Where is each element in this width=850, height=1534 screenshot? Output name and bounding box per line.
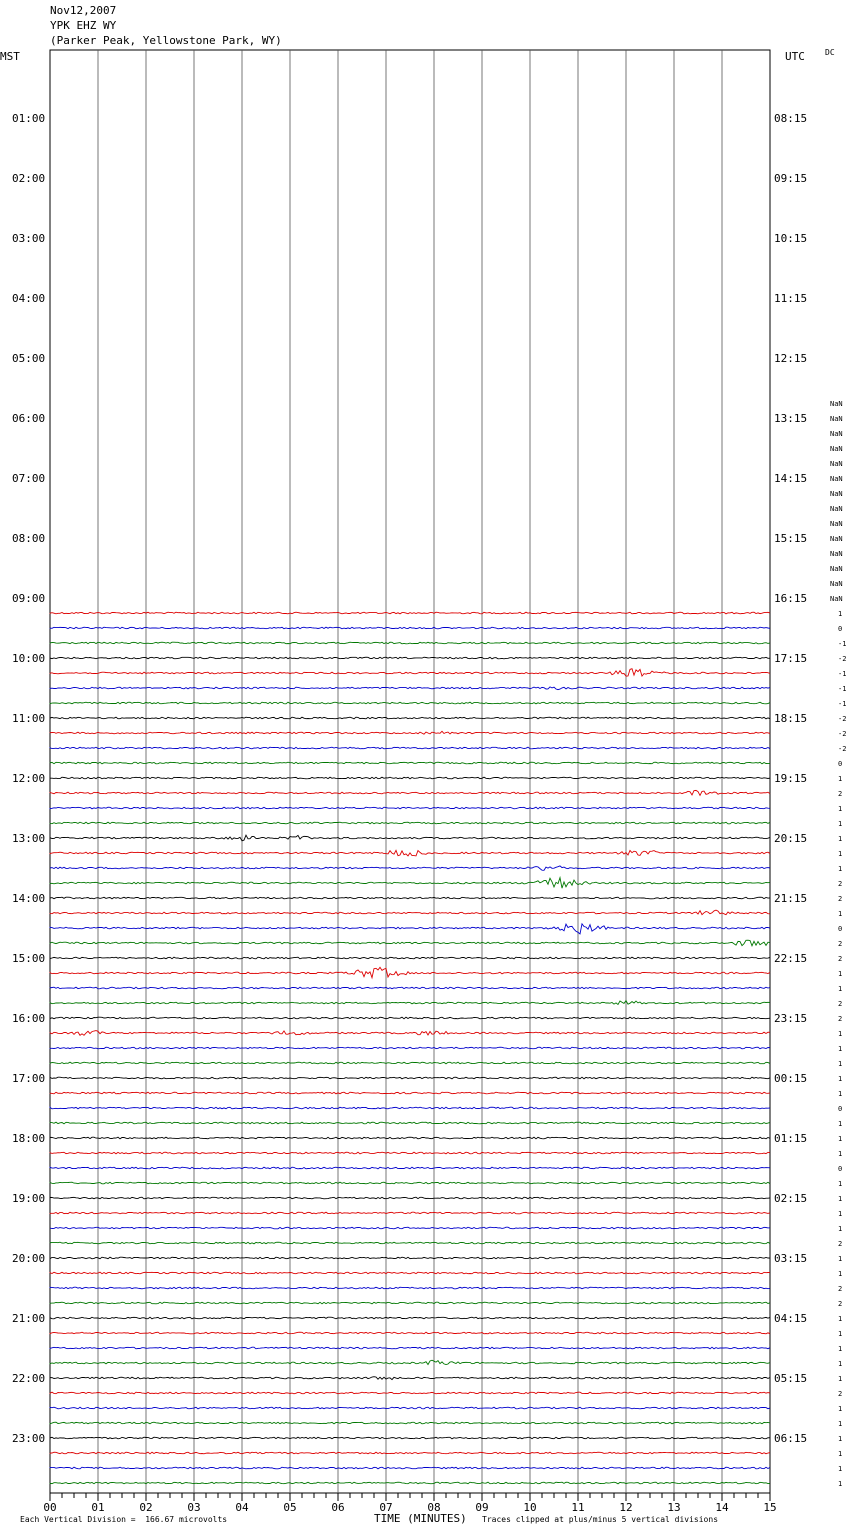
utc-hour-label: 01:15 <box>774 1132 808 1145</box>
dc-offset-label: 1 <box>838 1195 843 1203</box>
x-tick-label: 06 <box>331 1501 345 1514</box>
mst-hour-label: 17:00 <box>12 1072 46 1085</box>
dc-offset-label: 2 <box>838 1285 843 1293</box>
mst-hour-label: 13:00 <box>12 832 46 845</box>
trace-line <box>50 866 770 870</box>
trace-line <box>50 940 770 946</box>
trace-line <box>50 1392 770 1394</box>
dc-offset-label: 0 <box>838 1105 843 1113</box>
mst-hour-label: 14:00 <box>12 892 46 905</box>
dc-offset-label: 2 <box>838 880 843 888</box>
dc-offset-label: 2 <box>838 895 843 903</box>
header-date: Nov12,2007 <box>50 4 117 17</box>
trace-line <box>50 747 770 749</box>
trace-line <box>50 1377 770 1380</box>
trace-line <box>50 1212 770 1214</box>
dc-offset-label: -1 <box>838 685 847 693</box>
dc-offset-label: 1 <box>838 1090 843 1098</box>
trace-line <box>50 835 770 841</box>
trace-line <box>50 1257 770 1259</box>
utc-hour-label: 14:15 <box>774 472 808 485</box>
dc-offset-label: -1 <box>838 670 847 678</box>
trace-line <box>50 702 770 704</box>
utc-hour-label: 05:15 <box>774 1372 808 1385</box>
scale-note: Each Vertical Division = 166.67 microvolts <box>20 1515 228 1524</box>
dc-offset-label: 1 <box>838 1135 843 1143</box>
dc-offset-label: 1 <box>838 1075 843 1083</box>
mst-hour-label: 21:00 <box>12 1312 46 1325</box>
trace-line <box>50 1332 770 1334</box>
dc-offset-label: 1 <box>838 1435 843 1443</box>
dc-nan-label: NaN <box>830 445 843 453</box>
x-tick-label: 05 <box>283 1501 297 1514</box>
trace-line <box>50 1287 770 1289</box>
dc-nan-label: NaN <box>830 520 843 528</box>
mst-hour-label: 22:00 <box>12 1372 46 1385</box>
trace-line <box>50 762 770 764</box>
mst-hour-label: 20:00 <box>12 1252 46 1265</box>
utc-hour-label: 00:15 <box>774 1072 808 1085</box>
dc-offset-label: 1 <box>838 1375 843 1383</box>
dc-offset-label: 0 <box>838 760 843 768</box>
dc-offset-label: 1 <box>838 1360 843 1368</box>
trace-line <box>50 1167 770 1169</box>
trace-line <box>50 1137 770 1139</box>
dc-offset-label: 1 <box>838 1120 843 1128</box>
dc-offset-label: 1 <box>838 1450 843 1458</box>
utc-hour-label: 22:15 <box>774 952 808 965</box>
dc-offset-label: 1 <box>838 1180 843 1188</box>
dc-offset-label: 1 <box>838 1270 843 1278</box>
utc-hour-label: 09:15 <box>774 172 808 185</box>
dc-offset-label: 1 <box>838 1060 843 1068</box>
dc-nan-label: NaN <box>830 475 843 483</box>
trace-line <box>50 1227 770 1229</box>
dc-offset-label: 1 <box>838 1210 843 1218</box>
dc-offset-label: 1 <box>838 850 843 858</box>
trace-line <box>50 669 770 677</box>
x-tick-label: 01 <box>91 1501 105 1514</box>
mst-hour-label: 06:00 <box>12 412 46 425</box>
x-tick-label: 14 <box>715 1501 729 1514</box>
dc-offset-label: 1 <box>838 1225 843 1233</box>
dc-offset-label: 1 <box>838 1420 843 1428</box>
dc-label: DC <box>825 48 835 57</box>
mst-hour-label: 23:00 <box>12 1432 46 1445</box>
trace-line <box>50 1122 770 1124</box>
utc-hour-label: 12:15 <box>774 352 808 365</box>
dc-offset-label: -2 <box>838 730 847 738</box>
trace-line <box>50 627 770 629</box>
trace-line <box>50 822 770 824</box>
trace-line <box>50 1407 770 1409</box>
clip-note: Traces clipped at plus/minus 5 vertical divisions <box>482 1515 719 1524</box>
dc-offset-label: 1 <box>838 1345 843 1353</box>
trace-line <box>50 1437 770 1439</box>
dc-offset-label: 1 <box>838 865 843 873</box>
mst-hour-label: 15:00 <box>12 952 46 965</box>
trace-line <box>50 910 770 915</box>
trace-line <box>50 1452 770 1454</box>
trace-line <box>50 967 770 977</box>
utc-hour-label: 18:15 <box>774 712 808 725</box>
trace-line <box>50 731 770 734</box>
dc-offset-label: 2 <box>838 790 843 798</box>
utc-hour-label: 10:15 <box>774 232 808 245</box>
x-tick-label: 00 <box>43 1501 57 1514</box>
dc-nan-label: NaN <box>830 505 843 513</box>
trace-line <box>50 1347 770 1349</box>
mst-hour-label: 07:00 <box>12 472 46 485</box>
trace-line <box>50 612 770 614</box>
mst-hour-label: 11:00 <box>12 712 46 725</box>
trace-line <box>50 1047 770 1049</box>
trace-line <box>50 777 770 779</box>
dc-offset-label: 1 <box>838 775 843 783</box>
dc-offset-label: 1 <box>838 1150 843 1158</box>
dc-offset-label: 1 <box>838 835 843 843</box>
trace-line <box>50 1467 770 1469</box>
trace-line <box>50 1092 770 1094</box>
dc-offset-label: -2 <box>838 745 847 753</box>
plot-frame <box>50 50 770 1493</box>
dc-nan-label: NaN <box>830 400 843 408</box>
dc-offset-label: 2 <box>838 1240 843 1248</box>
dc-nan-label: NaN <box>830 430 843 438</box>
trace-line <box>50 1422 770 1424</box>
dc-offset-label: -1 <box>838 700 847 708</box>
x-tick-label: 08 <box>427 1501 441 1514</box>
dc-offset-label: -2 <box>838 715 847 723</box>
x-tick-label: 15 <box>763 1501 777 1514</box>
dc-offset-label: 1 <box>838 1030 843 1038</box>
x-tick-label: 11 <box>571 1501 585 1514</box>
trace-line <box>50 850 770 856</box>
mst-hour-label: 18:00 <box>12 1132 46 1145</box>
x-tick-label: 02 <box>139 1501 153 1514</box>
mst-label: MST <box>0 50 20 63</box>
trace-line <box>50 1031 770 1036</box>
dc-offset-label: 1 <box>838 1255 843 1263</box>
trace-line <box>50 924 770 934</box>
trace-line <box>50 642 770 644</box>
dc-offset-label: 1 <box>838 1045 843 1053</box>
dc-offset-label: 2 <box>838 940 843 948</box>
utc-hour-label: 23:15 <box>774 1012 808 1025</box>
dc-offset-label: 1 <box>838 970 843 978</box>
dc-nan-label: NaN <box>830 490 843 498</box>
trace-line <box>50 807 770 809</box>
trace-line <box>50 1317 770 1319</box>
utc-hour-label: 19:15 <box>774 772 808 785</box>
dc-offset-label: 1 <box>838 820 843 828</box>
dc-offset-label: -1 <box>838 640 847 648</box>
dc-offset-label: 1 <box>838 1405 843 1413</box>
trace-line <box>50 1107 770 1109</box>
mst-hour-label: 19:00 <box>12 1192 46 1205</box>
trace-line <box>50 790 770 795</box>
x-tick-label: 12 <box>619 1501 633 1514</box>
dc-offset-label: 1 <box>838 805 843 813</box>
trace-line <box>50 1062 770 1064</box>
mst-hour-label: 10:00 <box>12 652 46 665</box>
dc-offset-label: 1 <box>838 985 843 993</box>
trace-line <box>50 1182 770 1184</box>
dc-offset-label: 2 <box>838 1300 843 1308</box>
trace-line <box>50 717 770 719</box>
utc-hour-label: 16:15 <box>774 592 808 605</box>
mst-hour-label: 04:00 <box>12 292 46 305</box>
dc-offset-label: 1 <box>838 1315 843 1323</box>
dc-nan-label: NaN <box>830 415 843 423</box>
dc-offset-label: -2 <box>838 655 847 663</box>
dc-offset-label: 0 <box>838 925 843 933</box>
trace-line <box>50 687 770 690</box>
utc-hour-label: 02:15 <box>774 1192 808 1205</box>
utc-hour-label: 13:15 <box>774 412 808 425</box>
utc-hour-label: 11:15 <box>774 292 808 305</box>
mst-hour-label: 05:00 <box>12 352 46 365</box>
trace-line <box>50 657 770 659</box>
utc-hour-label: 15:15 <box>774 532 808 545</box>
x-tick-label: 07 <box>379 1501 393 1514</box>
trace-line <box>50 1017 770 1019</box>
utc-hour-label: 06:15 <box>774 1432 808 1445</box>
trace-line <box>50 897 770 899</box>
utc-hour-label: 21:15 <box>774 892 808 905</box>
dc-nan-label: NaN <box>830 535 843 543</box>
trace-line <box>50 1272 770 1274</box>
trace-line <box>50 1077 770 1079</box>
mst-hour-label: 12:00 <box>12 772 46 785</box>
utc-hour-label: 20:15 <box>774 832 808 845</box>
trace-line <box>50 957 770 959</box>
x-axis-label: TIME (MINUTES) <box>374 1512 467 1525</box>
utc-hour-label: 03:15 <box>774 1252 808 1265</box>
dc-offset-label: 2 <box>838 955 843 963</box>
dc-offset-label: 2 <box>838 1000 843 1008</box>
trace-line <box>50 1482 770 1484</box>
dc-nan-label: NaN <box>830 550 843 558</box>
dc-offset-label: 1 <box>838 1330 843 1338</box>
dc-nan-label: NaN <box>830 565 843 573</box>
x-tick-label: 10 <box>523 1501 537 1514</box>
trace-line <box>50 1152 770 1154</box>
utc-label: UTC <box>785 50 805 63</box>
trace-line <box>50 1360 770 1364</box>
x-tick-label: 09 <box>475 1501 489 1514</box>
dc-nan-label: NaN <box>830 595 843 603</box>
x-tick-label: 13 <box>667 1501 681 1514</box>
dc-offset-label: 2 <box>838 1390 843 1398</box>
x-tick-label: 03 <box>187 1501 201 1514</box>
utc-hour-label: 17:15 <box>774 652 808 665</box>
utc-hour-label: 04:15 <box>774 1312 808 1325</box>
trace-line <box>50 878 770 889</box>
mst-hour-label: 01:00 <box>12 112 46 125</box>
dc-offset-label: 2 <box>838 1015 843 1023</box>
dc-offset-label: 1 <box>838 910 843 918</box>
header-location: (Parker Peak, Yellowstone Park, WY) <box>50 34 282 47</box>
trace-line <box>50 1242 770 1244</box>
mst-hour-label: 09:00 <box>12 592 46 605</box>
x-tick-label: 04 <box>235 1501 249 1514</box>
dc-offset-label: 1 <box>838 610 843 618</box>
trace-line <box>50 1001 770 1005</box>
header-station: YPK EHZ WY <box>50 19 117 32</box>
trace-line <box>50 987 770 989</box>
dc-offset-label: 0 <box>838 625 843 633</box>
mst-hour-label: 02:00 <box>12 172 46 185</box>
dc-offset-label: 0 <box>838 1165 843 1173</box>
mst-hour-label: 03:00 <box>12 232 46 245</box>
mst-hour-label: 08:00 <box>12 532 46 545</box>
dc-nan-label: NaN <box>830 460 843 468</box>
dc-offset-label: 1 <box>838 1465 843 1473</box>
mst-hour-label: 16:00 <box>12 1012 46 1025</box>
trace-line <box>50 1197 770 1199</box>
dc-offset-label: 1 <box>838 1480 843 1488</box>
utc-hour-label: 08:15 <box>774 112 808 125</box>
dc-nan-label: NaN <box>830 580 843 588</box>
trace-line <box>50 1302 770 1304</box>
